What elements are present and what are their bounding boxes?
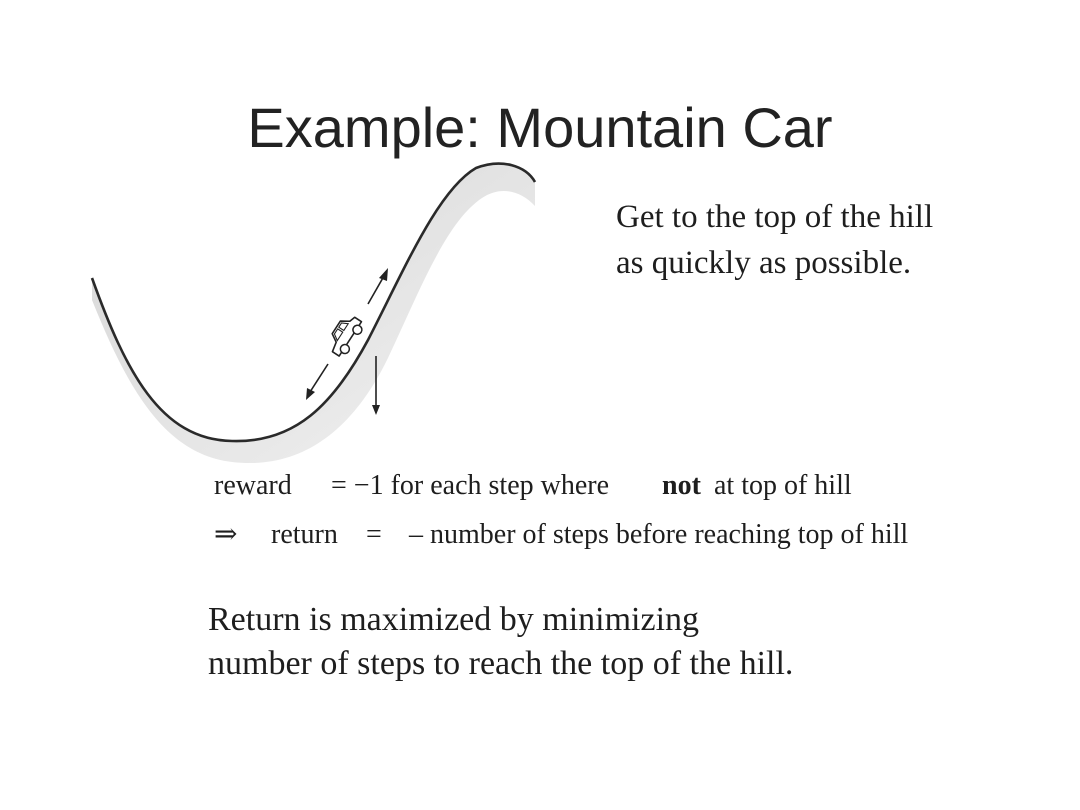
hill-shading [92, 164, 535, 463]
summary-text [208, 598, 1028, 686]
down-slope-arrow [306, 364, 328, 400]
reward-emphasis: not [662, 470, 701, 501]
goal-line-2: as quickly as possible. [616, 245, 912, 281]
return-equals: = [366, 519, 382, 550]
car-icon [324, 312, 366, 359]
return-label: return [271, 519, 338, 550]
reward-equation: = −1 for each step where [331, 470, 610, 501]
goal-text [616, 194, 1056, 286]
goal-line-1: Get to the top of the hill [616, 199, 934, 235]
return-rest: – number of steps before reaching top of hill [409, 519, 909, 550]
summary-line-1: Return is maximized by minimizing [208, 601, 700, 638]
implies-arrow: ⇒ [214, 519, 238, 550]
up-slope-arrow [368, 268, 388, 304]
reward-label: reward [214, 470, 292, 501]
slide-title: Example: Mountain Car [247, 96, 833, 159]
summary-line-2: number of steps to reach the top of the hill. [208, 645, 794, 682]
reward-rest: at top of hill [714, 470, 852, 501]
